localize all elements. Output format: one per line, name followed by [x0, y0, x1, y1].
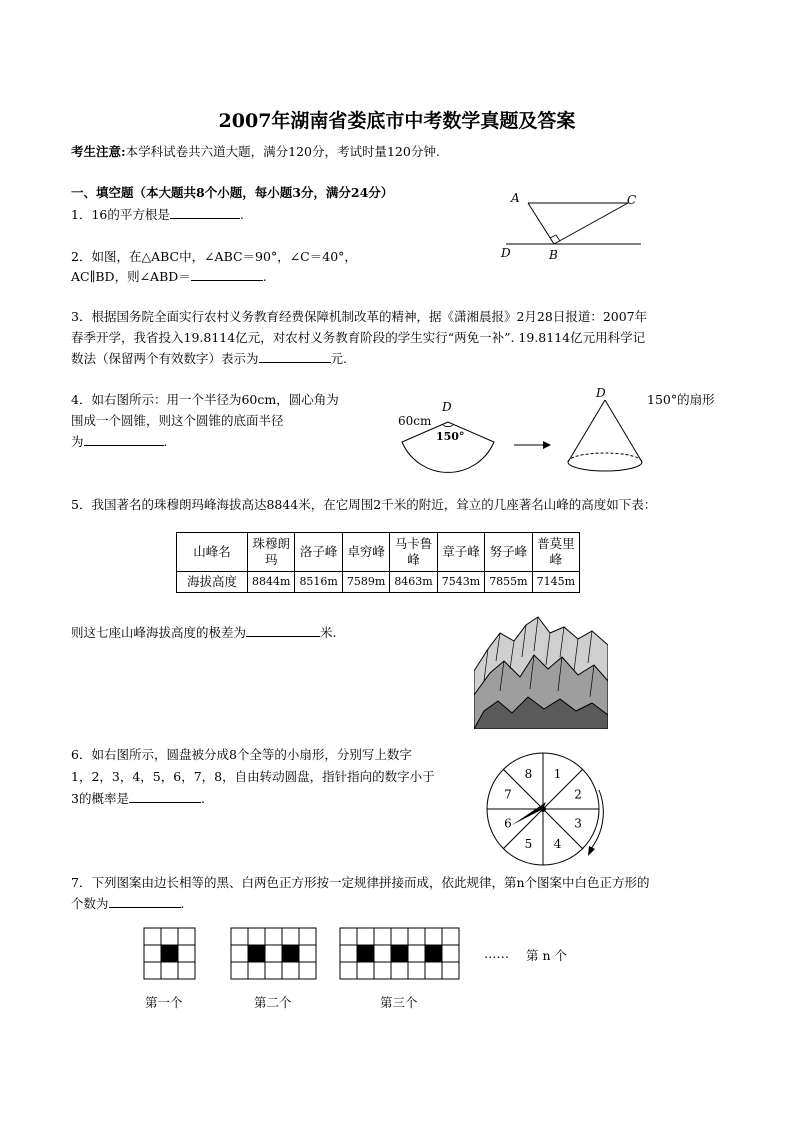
table-cell: 章子峰: [437, 533, 484, 572]
white-tile: [340, 962, 357, 979]
white-tile: [265, 928, 282, 945]
white-tile: [425, 928, 442, 945]
side-bc: [554, 203, 628, 244]
answer-blank[interactable]: [191, 268, 263, 281]
label-c: C: [627, 193, 637, 207]
question-7-line1: 7．下列图案由边长相等的黑、白两色正方形按一定规律拼接而成，依此规律，第n个图案中白色正方形的: [71, 875, 650, 890]
black-tile: [282, 945, 299, 962]
rotation-arrow-head: [588, 846, 595, 856]
cone-label-d: D: [596, 386, 606, 400]
white-tile: [282, 928, 299, 945]
cone-figure: [396, 384, 658, 484]
label-d: D: [501, 246, 511, 260]
mountain-illustration: [474, 611, 608, 729]
cone-base-back: [568, 453, 642, 462]
question-3-line3: [71, 349, 347, 367]
white-tile: [265, 945, 282, 962]
white-tile: [248, 962, 265, 979]
question-1: [71, 205, 244, 223]
white-tile: [442, 945, 459, 962]
answer-blank[interactable]: [129, 790, 201, 803]
table-cell: 7543m: [437, 572, 484, 593]
white-tile: [425, 962, 442, 979]
question-5: 5．我国著名的珠穆朗玛峰海拔高达8844米，在它周围2千米的附近，耸立的几座著名山峰的高度如下表：: [71, 497, 657, 512]
answer-blank[interactable]: [109, 895, 181, 908]
table-cell: 8463m: [390, 572, 437, 593]
white-tile: [442, 928, 459, 945]
white-tile: [340, 928, 357, 945]
spinner-center: [540, 806, 546, 812]
white-tile: [161, 928, 178, 945]
white-tile: [282, 962, 299, 979]
answer-blank[interactable]: [246, 624, 320, 637]
rotation-arrow-arc: [590, 790, 603, 850]
white-tile: [374, 962, 391, 979]
arrow-head: [543, 441, 551, 449]
table-cell: 努子峰: [485, 533, 532, 572]
spinner-number: 3: [574, 816, 582, 831]
pattern-nth-label: 第 n 个: [526, 948, 567, 963]
question-6-line1: 6．如右图所示，圆盘被分成8个全等的小扇形，分别写上数字: [71, 747, 412, 762]
spinner-number: 5: [524, 837, 533, 852]
question-4-line2: 围成一个圆锥，则这个圆锥的底面半径: [71, 413, 284, 428]
label-b: B: [549, 248, 558, 262]
white-tile: [161, 962, 178, 979]
question-7-line2: [71, 894, 185, 912]
spinner-figure: [478, 742, 618, 882]
white-tile: [248, 928, 265, 945]
white-tile: [374, 945, 391, 962]
white-tile: [340, 945, 357, 962]
table-cell: 7145m: [532, 572, 579, 593]
table-cell: 卓穷峰: [342, 533, 389, 572]
spinner-number: 2: [574, 787, 582, 802]
question-3-line1: 3．根据国务院全面实行农村义务教育经费保障机制改革的精神，据《潇湘晨报》2月28日报道：2007年: [71, 309, 648, 324]
label-a: A: [511, 191, 520, 205]
table-cell: 7855m: [485, 572, 532, 593]
table-cell: 8844m: [248, 572, 295, 593]
white-tile: [299, 962, 316, 979]
q5-text: 则这七座山峰海拔高度的极差为: [71, 625, 247, 640]
black-tile: [248, 945, 265, 962]
black-tile: [391, 945, 408, 962]
question-2-line1: 2．如图，在△ABC中，∠ABC＝90°，∠C＝40°，: [71, 249, 357, 264]
radius-label: 60cm: [398, 414, 432, 428]
q6-end: .: [200, 791, 205, 806]
black-tile: [425, 945, 442, 962]
white-tile: [178, 928, 195, 945]
white-tile: [178, 962, 195, 979]
q6-text: 3的概率是: [71, 791, 129, 806]
white-tile: [357, 928, 374, 945]
q2-text: AC∥BD，则∠ABD＝: [71, 269, 191, 284]
question-6-line2: 1，2，3，4，5，6，7，8，自由转动圆盘，指针指向的数字小于: [71, 769, 435, 784]
exam-notice: [71, 142, 440, 160]
table-header-row: [177, 533, 580, 572]
q4-end: .: [163, 434, 168, 449]
spinner-number: 6: [504, 816, 512, 831]
q4-text: 为: [71, 434, 84, 449]
page-title: 2007年湖南省娄底市中考数学真题及答案: [218, 110, 576, 132]
white-tile: [299, 928, 316, 945]
table-cell: 8516m: [295, 572, 342, 593]
q7-text: 个数为: [71, 896, 109, 911]
table-cell: 洛子峰: [295, 533, 342, 572]
table-cell: 海拔高度: [177, 572, 248, 593]
pattern-label-3: 第三个: [380, 995, 418, 1010]
peaks-table: [176, 532, 580, 593]
black-tile: [161, 945, 178, 962]
white-tile: [391, 928, 408, 945]
white-tile: [357, 962, 374, 979]
white-tile: [299, 945, 316, 962]
white-tile: [144, 962, 161, 979]
q1-text: 1．16的平方根是: [71, 207, 170, 222]
patterns-figure: [140, 926, 470, 982]
question-5-after: [71, 623, 337, 641]
q2-end: .: [262, 269, 267, 284]
white-tile: [265, 962, 282, 979]
sector-label-d: D: [442, 400, 452, 414]
question-3-line2: 春季开学，我省投入19.8114亿元，对农村义务教育阶段的学生实行“两免一补”. 19.8114亿元用科学记: [71, 330, 646, 345]
q3-text: 数法（保留两个有效数字）表示为: [71, 351, 259, 366]
angle-label: 150°: [436, 430, 465, 443]
notice-label: 考生注意:: [71, 144, 126, 159]
black-tile: [357, 945, 374, 962]
angle-arc: [442, 424, 454, 427]
pattern-label-2: 第二个: [254, 995, 292, 1010]
answer-blank[interactable]: [259, 350, 331, 363]
question-2-line2: [71, 267, 267, 285]
white-tile: [408, 928, 425, 945]
table-cell: 7589m: [342, 572, 389, 593]
white-tile: [408, 962, 425, 979]
answer-blank[interactable]: [84, 433, 164, 446]
white-tile: [442, 962, 459, 979]
triangle-figure: [498, 186, 648, 266]
spinner-number: 1: [553, 766, 562, 781]
table-cell: 马卡鲁峰: [390, 533, 437, 572]
white-tile: [408, 945, 425, 962]
table-cell: 珠穆朗玛: [248, 533, 295, 572]
spinner-pointer[interactable]: [512, 802, 546, 825]
q1-end: .: [239, 207, 244, 222]
question-6-line3: [71, 789, 205, 807]
question-4-right: 150°的扇形: [647, 392, 715, 407]
cone-base-front: [568, 462, 642, 471]
question-4-line1: 4．如右图所示：用一个半径为60cm，圆心角为: [71, 392, 339, 407]
q3-end: 元.: [330, 351, 347, 366]
white-tile: [144, 945, 161, 962]
white-tile: [374, 928, 391, 945]
white-tile: [178, 945, 195, 962]
white-tile: [231, 928, 248, 945]
spinner-number: 8: [524, 766, 533, 781]
spinner-number: 7: [504, 787, 512, 802]
answer-blank[interactable]: [170, 206, 240, 219]
white-tile: [144, 928, 161, 945]
cone-left-edge: [568, 400, 605, 462]
q5-end: 米.: [320, 625, 337, 640]
table-row: [177, 572, 580, 593]
q7-end: .: [180, 896, 185, 911]
white-tile: [391, 962, 408, 979]
table-cell: 普莫里峰: [532, 533, 579, 572]
spinner-number: 4: [553, 837, 562, 852]
white-tile: [231, 962, 248, 979]
pattern-label-1: 第一个: [145, 995, 183, 1010]
table-cell: 山峰名: [177, 533, 248, 572]
patterns-ellipsis: ……: [484, 946, 509, 961]
question-4-line3: [71, 432, 168, 450]
notice-text: 本学科试卷共六道大题，满分120分，考试时量120分钟.: [125, 144, 440, 159]
section1-heading: 一、填空题（本大题共8个小题，每小题3分，满分24分）: [71, 185, 394, 200]
white-tile: [231, 945, 248, 962]
